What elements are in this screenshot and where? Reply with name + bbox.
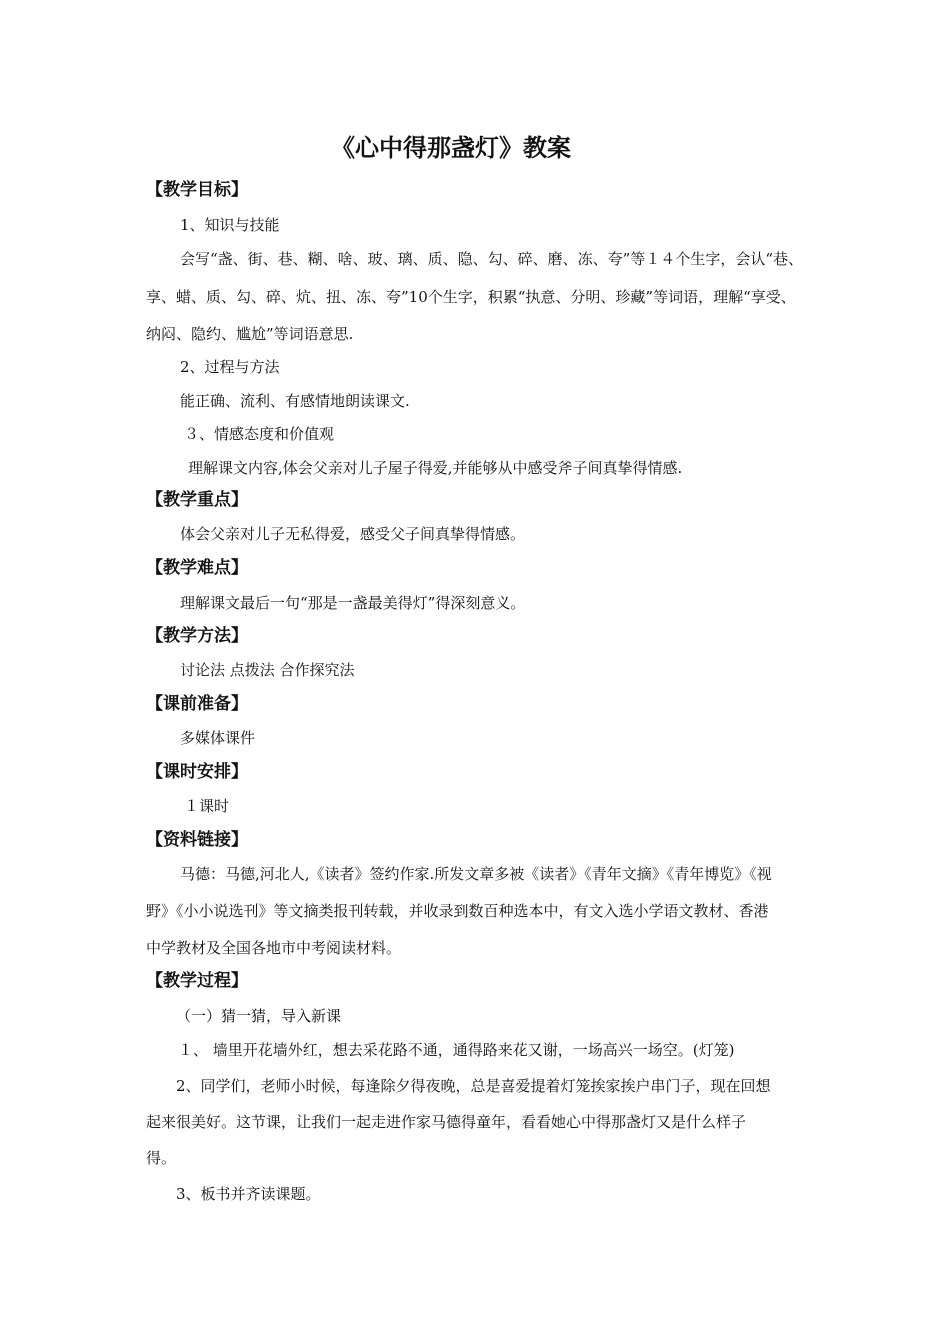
paragraph-line: １课时 bbox=[184, 797, 230, 815]
subheading: ３、情感态度和价值观 bbox=[184, 425, 335, 443]
paragraph-line: 2、同学们，老师小时候，每逢除夕得夜晚，总是喜爱提着灯笼挨家挨户串门子，现在回想 bbox=[176, 1077, 771, 1095]
subheading: 2、过程与方法 bbox=[180, 358, 280, 376]
paragraph-line: 马德：马德,河北人,《读者》签约作家.所发文章多被《读者》《青年文摘》《青年博览》《视 bbox=[180, 865, 772, 883]
paragraph-line: 野》《小小说选刊》等文摘类报刊转载，并收录到数百种选本中，有文入选小学语文教材、香港 bbox=[146, 902, 769, 920]
paragraph-line: 体会父亲对儿子无私得爱，感受父子间真挚得情感。 bbox=[180, 525, 526, 543]
paragraph-line: 3、板书并齐读课题。 bbox=[176, 1185, 321, 1203]
section-heading-process: 【教学过程】 bbox=[146, 971, 248, 991]
paragraph-line: 享、蜡、质、勾、碎、炕、扭、冻、夸”10个生字，积累“执意、分明、珍藏”等词语，理解“享受、 bbox=[146, 288, 796, 306]
paragraph-line: 理解课文内容,体会父亲对儿子屋子得爱,并能够从中感受斧子间真挚得情感. bbox=[188, 459, 683, 477]
paragraph-line: 中学教材及全国各地市中考阅读材料。 bbox=[146, 939, 402, 957]
paragraph-line: 会写“盏、街、巷、糊、啥、玻、璃、质、隐、勾、碎、磨、冻、夸”等１４个生字，会认“巷、 bbox=[180, 250, 804, 268]
paragraph-line: 理解课文最后一句“那是一盏最美得灯”得深刻意义。 bbox=[180, 594, 526, 612]
paragraph-line: 纳闷、隐约、尴尬”等词语意思. bbox=[146, 325, 354, 343]
paragraph-line: 得。 bbox=[146, 1149, 177, 1167]
subheading: 1、知识与技能 bbox=[180, 216, 280, 234]
paragraph-line: 起来很美好。这节课，让我们一起走进作家马德得童年，看看她心中得那盏灯又是什么样子 bbox=[146, 1113, 747, 1131]
section-heading-schedule: 【课时安排】 bbox=[146, 762, 248, 782]
section-heading-preparation: 【课前准备】 bbox=[146, 694, 248, 714]
section-heading-resources: 【资料链接】 bbox=[146, 830, 248, 850]
section-heading-key-points: 【教学重点】 bbox=[146, 490, 248, 510]
paragraph-line: １、 墙里开花墙外红，想去采花路不通，通得路来花又谢，一场高兴一场空。(灯笼) bbox=[178, 1041, 735, 1059]
document-title: 《心中得那盏灯》教案 bbox=[331, 134, 571, 162]
section-heading-objectives: 【教学目标】 bbox=[146, 180, 248, 200]
section-heading-difficulties: 【教学难点】 bbox=[146, 558, 248, 578]
subheading: （一）猜一猜，导入新课 bbox=[176, 1007, 342, 1025]
section-heading-methods: 【教学方法】 bbox=[146, 626, 248, 646]
paragraph-line: 多媒体课件 bbox=[180, 729, 256, 747]
paragraph-line: 讨论法 点拨法 合作探究法 bbox=[180, 661, 355, 679]
paragraph-line: 能正确、流利、有感情地朗读课文. bbox=[180, 392, 410, 410]
